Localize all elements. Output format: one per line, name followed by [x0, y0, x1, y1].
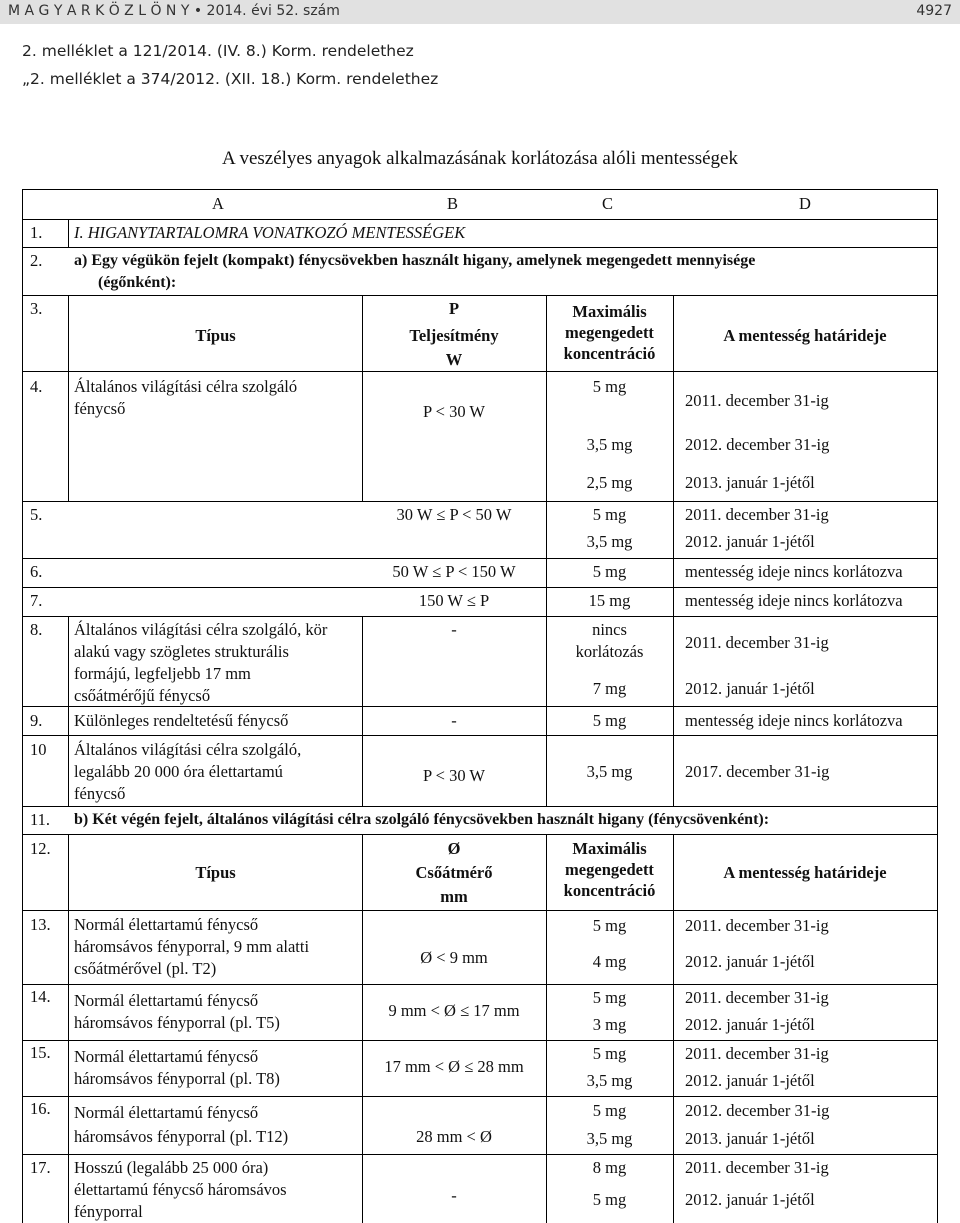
- diameter-range: 17 mm < Ø ≤ 28 mm: [384, 1057, 524, 1076]
- type-description: csőátmérővel (pl. T2): [74, 959, 217, 978]
- power-range: 150 W ≤ P: [418, 591, 490, 610]
- table-border: [22, 189, 938, 190]
- row-divider: [22, 247, 938, 248]
- deadline-value: 2012. január 1-jétől: [685, 679, 815, 698]
- deadline-value: 2011. december 31-ig: [685, 916, 829, 935]
- type-description: háromsávos fényporral (pl. T5): [74, 1013, 280, 1032]
- header-diameter: Ø: [447, 839, 461, 858]
- row-number: 6.: [30, 562, 43, 581]
- deadline-value: 2017. december 31-ig: [685, 762, 830, 781]
- row-number: 9.: [30, 711, 43, 730]
- concentration-value: 5 mg: [592, 988, 627, 1007]
- col-divider: [68, 219, 69, 247]
- row-divider: [22, 501, 938, 502]
- col-divider: [68, 371, 69, 501]
- concentration-value: 3,5 mg: [586, 532, 633, 551]
- type-description: Normál élettartamú fénycső: [74, 991, 259, 1010]
- header-power: P: [448, 299, 460, 318]
- header-deadline: A mentesség határideje: [723, 863, 887, 882]
- type-description: Normál élettartamú fénycső: [74, 915, 259, 934]
- row-number: 1.: [30, 223, 43, 242]
- type-description: Általános világítási célra szolgáló: [74, 377, 298, 396]
- type-description: Különleges rendeltetésű fénycső: [74, 711, 289, 730]
- concentration-value: 2,5 mg: [586, 473, 633, 492]
- concentration-value: 5 mg: [592, 711, 627, 730]
- concentration-value: 5 mg: [592, 1101, 627, 1120]
- concentration-value: nincs: [592, 620, 627, 639]
- type-description: háromsávos fényporral (pl. T8): [74, 1069, 280, 1088]
- header-type: Típus: [195, 863, 236, 882]
- header-power: Teljesítmény: [409, 326, 499, 345]
- diameter-range: 9 mm < Ø ≤ 17 mm: [388, 1001, 520, 1020]
- row-divider: [22, 984, 938, 985]
- subsection-heading: a) Egy végükön fejelt (kompakt) fénycsövekben használt higany, amelynek megengedett mennyisége: [74, 252, 756, 269]
- row-number: 10: [30, 740, 47, 759]
- type-description: alakú vagy szögletes strukturális: [74, 642, 289, 661]
- row-number: 15.: [30, 1043, 51, 1062]
- header-power: W: [445, 350, 463, 369]
- header-concentration: koncentráció: [563, 881, 656, 900]
- deadline-value: mentesség ideje nincs korlátozva: [685, 591, 903, 610]
- deadline-value: mentesség ideje nincs korlátozva: [685, 711, 903, 730]
- concentration-value: 3,5 mg: [586, 762, 633, 781]
- row-number: 12.: [30, 839, 51, 858]
- concentration-value: 5 mg: [592, 505, 627, 524]
- type-description: fénycső: [74, 399, 126, 418]
- power-range: 50 W ≤ P < 150 W: [392, 562, 516, 581]
- col-divider: [673, 834, 674, 1223]
- diameter-range: 28 mm < Ø: [416, 1127, 492, 1146]
- type-description: élettartamú fénycső háromsávos: [74, 1180, 287, 1199]
- type-description: Normál élettartamú fénycső: [74, 1047, 259, 1066]
- concentration-value: 15 mg: [588, 591, 631, 610]
- power-range: -: [451, 620, 457, 639]
- row-number: 7.: [30, 591, 43, 610]
- row-number: 3.: [30, 299, 43, 318]
- diameter-range: Ø < 9 mm: [420, 948, 488, 967]
- deadline-value: 2011. december 31-ig: [685, 633, 829, 652]
- row-divider: [22, 371, 938, 372]
- power-range: 30 W ≤ P < 50 W: [396, 505, 512, 524]
- concentration-value: 7 mg: [592, 679, 627, 698]
- concentration-value: 5 mg: [592, 916, 627, 935]
- type-description: legalább 20 000 óra élettartamú: [74, 762, 283, 781]
- type-description: Normál élettartamú fénycső: [74, 1103, 259, 1122]
- column-header-d: D: [799, 194, 811, 213]
- row-number: 2.: [30, 251, 43, 270]
- deadline-value: mentesség ideje nincs korlátozva: [685, 562, 903, 581]
- power-range: P < 30 W: [422, 766, 486, 785]
- concentration-value: 3,5 mg: [586, 1129, 633, 1148]
- annex-line-1: 2. melléklet a 121/2014. (IV. 8.) Korm. rendelethez: [22, 42, 414, 60]
- type-description: háromsávos fényporral (pl. T12): [74, 1127, 289, 1146]
- exemptions-table: [22, 189, 938, 1223]
- row-number: 4.: [30, 377, 43, 396]
- concentration-value: 3,5 mg: [586, 1071, 633, 1090]
- type-description: Általános világítási célra szolgáló,: [74, 740, 302, 759]
- concentration-value: 8 mg: [592, 1158, 627, 1177]
- page-number: 4927: [916, 3, 952, 19]
- col-divider: [68, 616, 69, 806]
- row-divider: [22, 735, 938, 736]
- deadline-value: 2012. január 1-jétől: [685, 1071, 815, 1090]
- row-divider: [22, 834, 938, 835]
- type-description: csőátmérőjű fénycső: [74, 686, 211, 705]
- deadline-value: 2012. december 31-ig: [685, 1101, 830, 1120]
- col-divider: [673, 295, 674, 806]
- type-description: Hosszú (legalább 25 000 óra): [74, 1158, 269, 1177]
- concentration-value: 5 mg: [592, 377, 627, 396]
- row-number: 13.: [30, 915, 51, 934]
- deadline-value: 2011. december 31-ig: [685, 1158, 829, 1177]
- row-divider: [22, 616, 938, 617]
- deadline-value: 2012. január 1-jétől: [685, 532, 815, 551]
- type-description: formájú, legfeljebb 17 mm: [74, 664, 251, 683]
- power-range: P < 30 W: [422, 402, 486, 421]
- header-concentration: megengedett: [565, 860, 654, 879]
- concentration-value: 3 mg: [592, 1015, 627, 1034]
- deadline-value: 2012. január 1-jétől: [685, 1015, 815, 1034]
- deadline-value: 2012. január 1-jétől: [685, 952, 815, 971]
- row-number: 8.: [30, 620, 43, 639]
- row-divider: [22, 1040, 938, 1041]
- deadline-value: 2012. január 1-jétől: [685, 1190, 815, 1209]
- deadline-value: 2011. december 31-ig: [685, 505, 829, 524]
- row-number: 14.: [30, 987, 51, 1006]
- concentration-value: 5 mg: [592, 1190, 627, 1209]
- subsection-heading: b) Két végén fejelt, általános világítási célra szolgáló fénycsövekben használt higany (fénycsövenként):: [74, 811, 770, 828]
- column-header-c: C: [602, 194, 614, 213]
- concentration-value: 4 mg: [592, 952, 627, 971]
- type-description: fénycső: [74, 784, 126, 803]
- header-concentration: koncentráció: [563, 344, 656, 363]
- header-concentration: Maximális: [572, 302, 647, 321]
- row-divider: [22, 587, 938, 588]
- deadline-value: 2011. december 31-ig: [685, 391, 829, 410]
- row-number: 16.: [30, 1099, 51, 1118]
- row-divider: [22, 219, 938, 220]
- row-number: 17.: [30, 1158, 51, 1177]
- row-divider: [22, 910, 938, 911]
- row-number: 11.: [30, 810, 51, 829]
- row-divider: [22, 295, 938, 296]
- deadline-value: 2011. december 31-ig: [685, 988, 829, 1007]
- header-diameter: mm: [440, 887, 468, 906]
- row-divider: [22, 1154, 938, 1155]
- concentration-value: 5 mg: [592, 1044, 627, 1063]
- type-description: fényporral: [74, 1202, 143, 1221]
- deadline-value: 2012. december 31-ig: [685, 435, 830, 454]
- row-divider: [22, 1096, 938, 1097]
- header-diameter: Csőátmérő: [415, 863, 493, 882]
- header-concentration: megengedett: [565, 323, 654, 342]
- header-deadline: A mentesség határideje: [723, 326, 887, 345]
- type-description: háromsávos fényporral, 9 mm alatti: [74, 937, 310, 956]
- header-concentration: Maximális: [572, 839, 647, 858]
- deadline-value: 2011. december 31-ig: [685, 1044, 829, 1063]
- power-range: -: [451, 711, 457, 730]
- gazette-header: [0, 0, 960, 24]
- header-type: Típus: [195, 326, 236, 345]
- type-description: Általános világítási célra szolgáló, kör: [74, 620, 328, 639]
- section-heading: I. HIGANYTARTALOMRA VONATKOZÓ MENTESSÉGEK: [74, 223, 466, 242]
- row-divider: [22, 806, 938, 807]
- row-divider: [22, 558, 938, 559]
- column-header-b: B: [447, 194, 459, 213]
- annex-line-2: „2. melléklet a 374/2012. (XII. 18.) Korm. rendelethez: [22, 70, 439, 88]
- concentration-value: 3,5 mg: [586, 435, 633, 454]
- deadline-value: 2013. január 1-jétől: [685, 473, 815, 492]
- document-title: A veszélyes anyagok alkalmazásának korlátozása alóli mentességek: [222, 148, 738, 169]
- concentration-value: 5 mg: [592, 562, 627, 581]
- deadline-value: 2013. január 1-jétől: [685, 1129, 815, 1148]
- concentration-value: korlátozás: [575, 642, 644, 661]
- row-number: 5.: [30, 505, 43, 524]
- gazette-title: M A G Y A R K Ö Z L Ö N Y • 2014. évi 52. szám: [8, 3, 340, 19]
- diameter-range: -: [451, 1186, 457, 1205]
- column-header-a: A: [212, 194, 224, 213]
- subsection-heading: (égőnként):: [98, 274, 177, 291]
- col-divider: [68, 834, 69, 1223]
